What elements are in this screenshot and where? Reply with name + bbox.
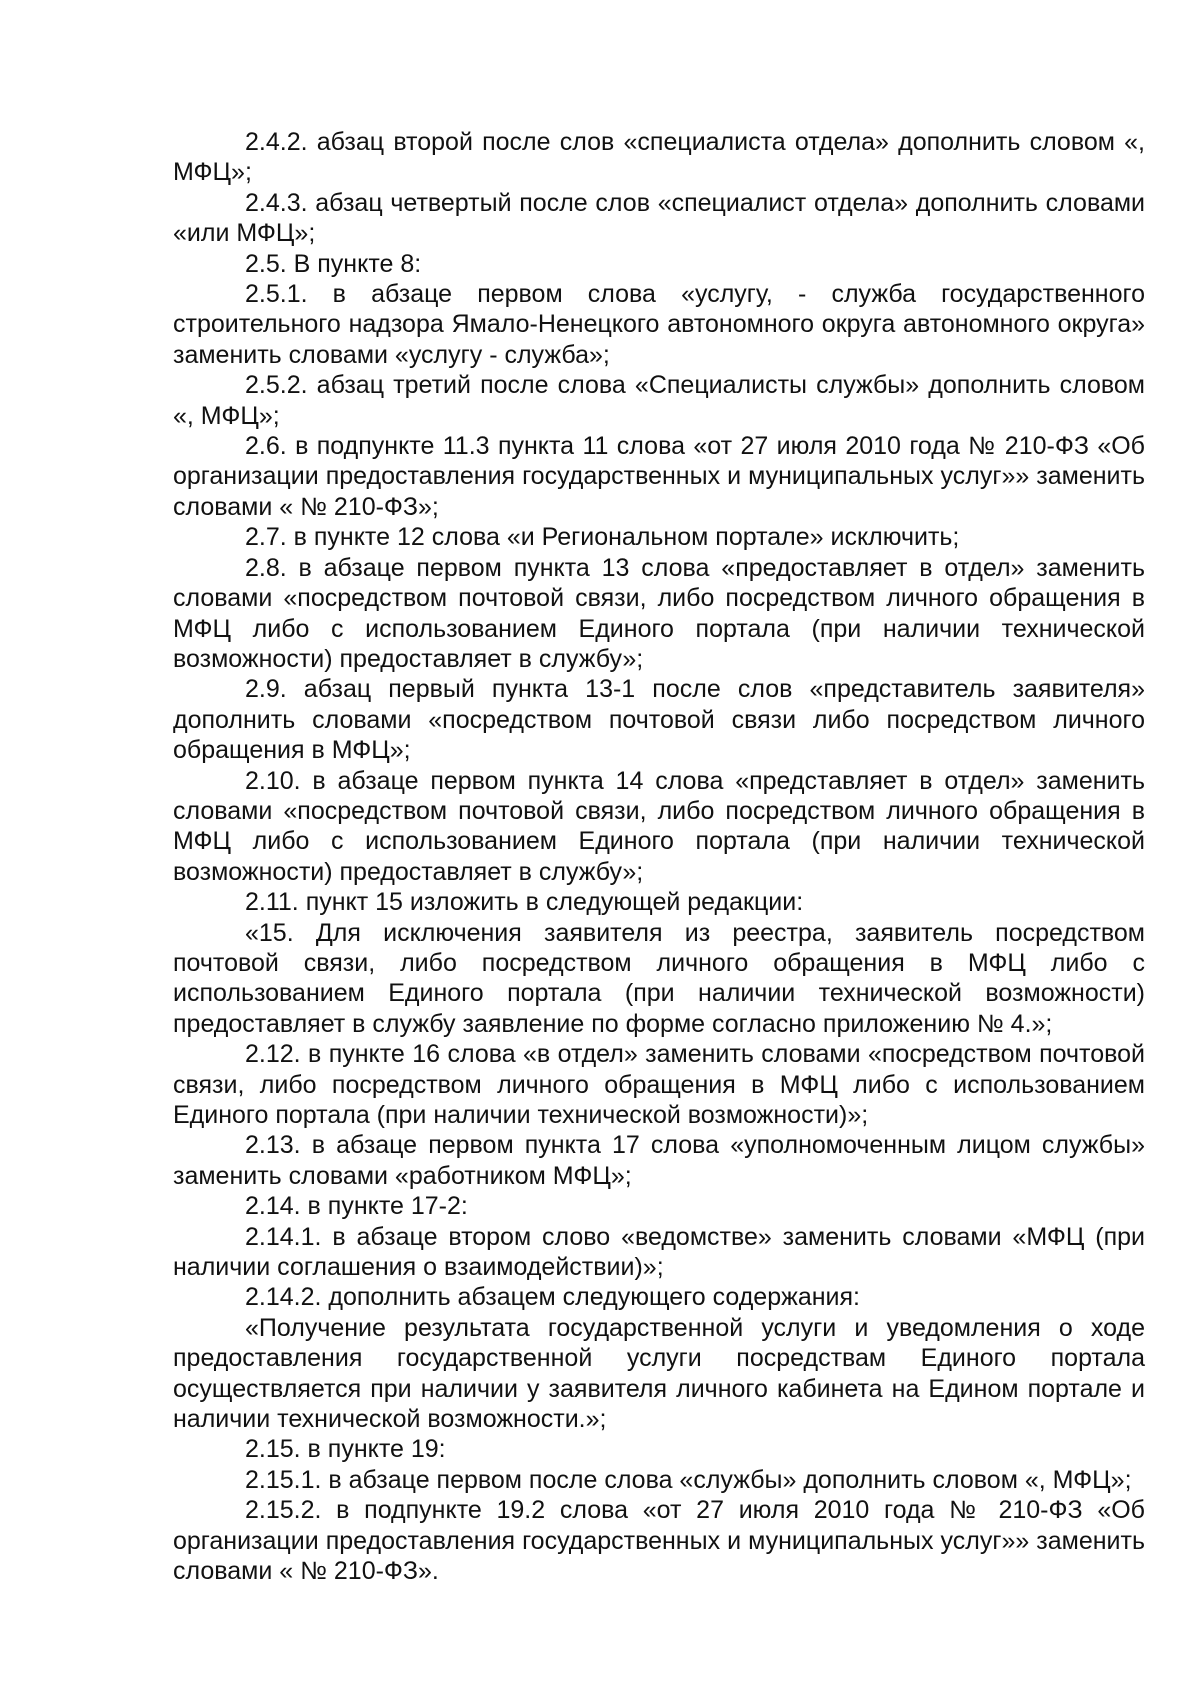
paragraph-2-13: 2.13. в абзаце первом пункта 17 слова «уполномоченным лицом службы» заменить словами «работником МФЦ»; [173, 1131, 1145, 1190]
paragraph-2-11: 2.11. пункт 15 изложить в следующей редакции: [245, 888, 804, 917]
paragraph-2-4-2: 2.4.2. абзац второй после слов «специалиста отдела» дополнить словом «, МФЦ»; [173, 128, 1145, 187]
paragraph-2-5-2: 2.5.2. абзац третий после слова «Специалисты службы» дополнить словом «, МФЦ»; [173, 371, 1145, 430]
paragraph-2-14-2: 2.14.2. дополнить абзацем следующего содержания: [245, 1283, 860, 1312]
paragraph-2-9: 2.9. абзац первый пункта 13-1 после слов «представитель заявителя» дополнить словами «посредством почтовой связи либо посредством личного обращения в МФЦ»; [173, 675, 1145, 765]
paragraph-2-12: 2.12. в пункте 16 слова «в отдел» заменить словами «посредством почтовой связи, либо посредством личного обращения в МФЦ либо с использованием Единого портала (при наличии технической возможности)»; [173, 1040, 1145, 1129]
paragraph-2-6: 2.6. в подпункте 11.3 пункта 11 слова «от 27 июля 2010 года № 210-ФЗ «Об организации предоставления государственных и муниципальных услуг»» заменить словами « № 210-ФЗ»; [173, 432, 1145, 521]
paragraph-2-14: 2.14. в пункте 17-2: [245, 1192, 468, 1221]
paragraph-2-5: 2.5. В пункте 8: [245, 249, 422, 278]
paragraph-2-14-1: 2.14.1. в абзаце втором слово «ведомстве» заменить словами «МФЦ (при наличии соглашения о взаимодействии)»; [173, 1222, 1145, 1282]
document-body [173, 127, 1145, 1587]
paragraph-2-14-2-text: «Получение результата государственной услуги и уведомления о ходе предоставления государственной услуги посредствам Единого портала осуществляется при наличии у заявителя личного кабинета на Едином портале и наличии технической возможности.»; [173, 1313, 1145, 1434]
paragraph-2-5-1: 2.5.1. в абзаце первом слова «услугу, - служба государственного строительного надзора Ямало-Ненецкого автономного округа автономного округа» заменить словами «услугу - служба»; [173, 280, 1145, 369]
paragraph-2-15-2: 2.15.2. в подпункте 19.2 слова «от 27 июля 2010 года № 210-ФЗ «Об организации предоставления государственных и муниципальных услуг»» заменить словами « № 210-ФЗ». [173, 1496, 1145, 1586]
paragraph-2-15-1: 2.15.1. в абзаце первом после слова «службы» дополнить словом «, МФЦ»; [245, 1465, 1132, 1494]
paragraph-2-11-text: «15. Для исключения заявителя из реестра, заявитель посредством почтовой связи, либо посредством личного обращения в МФЦ либо с использованием Единого портала (при наличии технической возможности) предоставляет в службу заявление по форме согласно приложению № 4.»; [173, 918, 1145, 1038]
paragraph-2-10: 2.10. в абзаце первом пункта 14 слова «представляет в отдел» заменить словами «посредством почтовой связи, либо посредством личного обращения в МФЦ либо с использованием Единого портала (при наличии технической возможности) предоставляет в службу»; [173, 766, 1145, 886]
paragraph-2-8: 2.8. в абзаце первом пункта 13 слова «предоставляет в отдел» заменить словами «посредством почтовой связи, либо посредством личного обращения в МФЦ либо с использованием Единого портала (при наличии технической возможности) предоставляет в службу»; [173, 553, 1145, 673]
paragraph-2-7: 2.7. в пункте 12 слова «и Региональном портале» исключить; [245, 523, 960, 552]
paragraph-2-15: 2.15. в пункте 19: [245, 1435, 446, 1464]
paragraph-2-4-3: 2.4.3. абзац четвертый после слов «специалист отдела» дополнить словами «или МФЦ»; [173, 188, 1145, 248]
